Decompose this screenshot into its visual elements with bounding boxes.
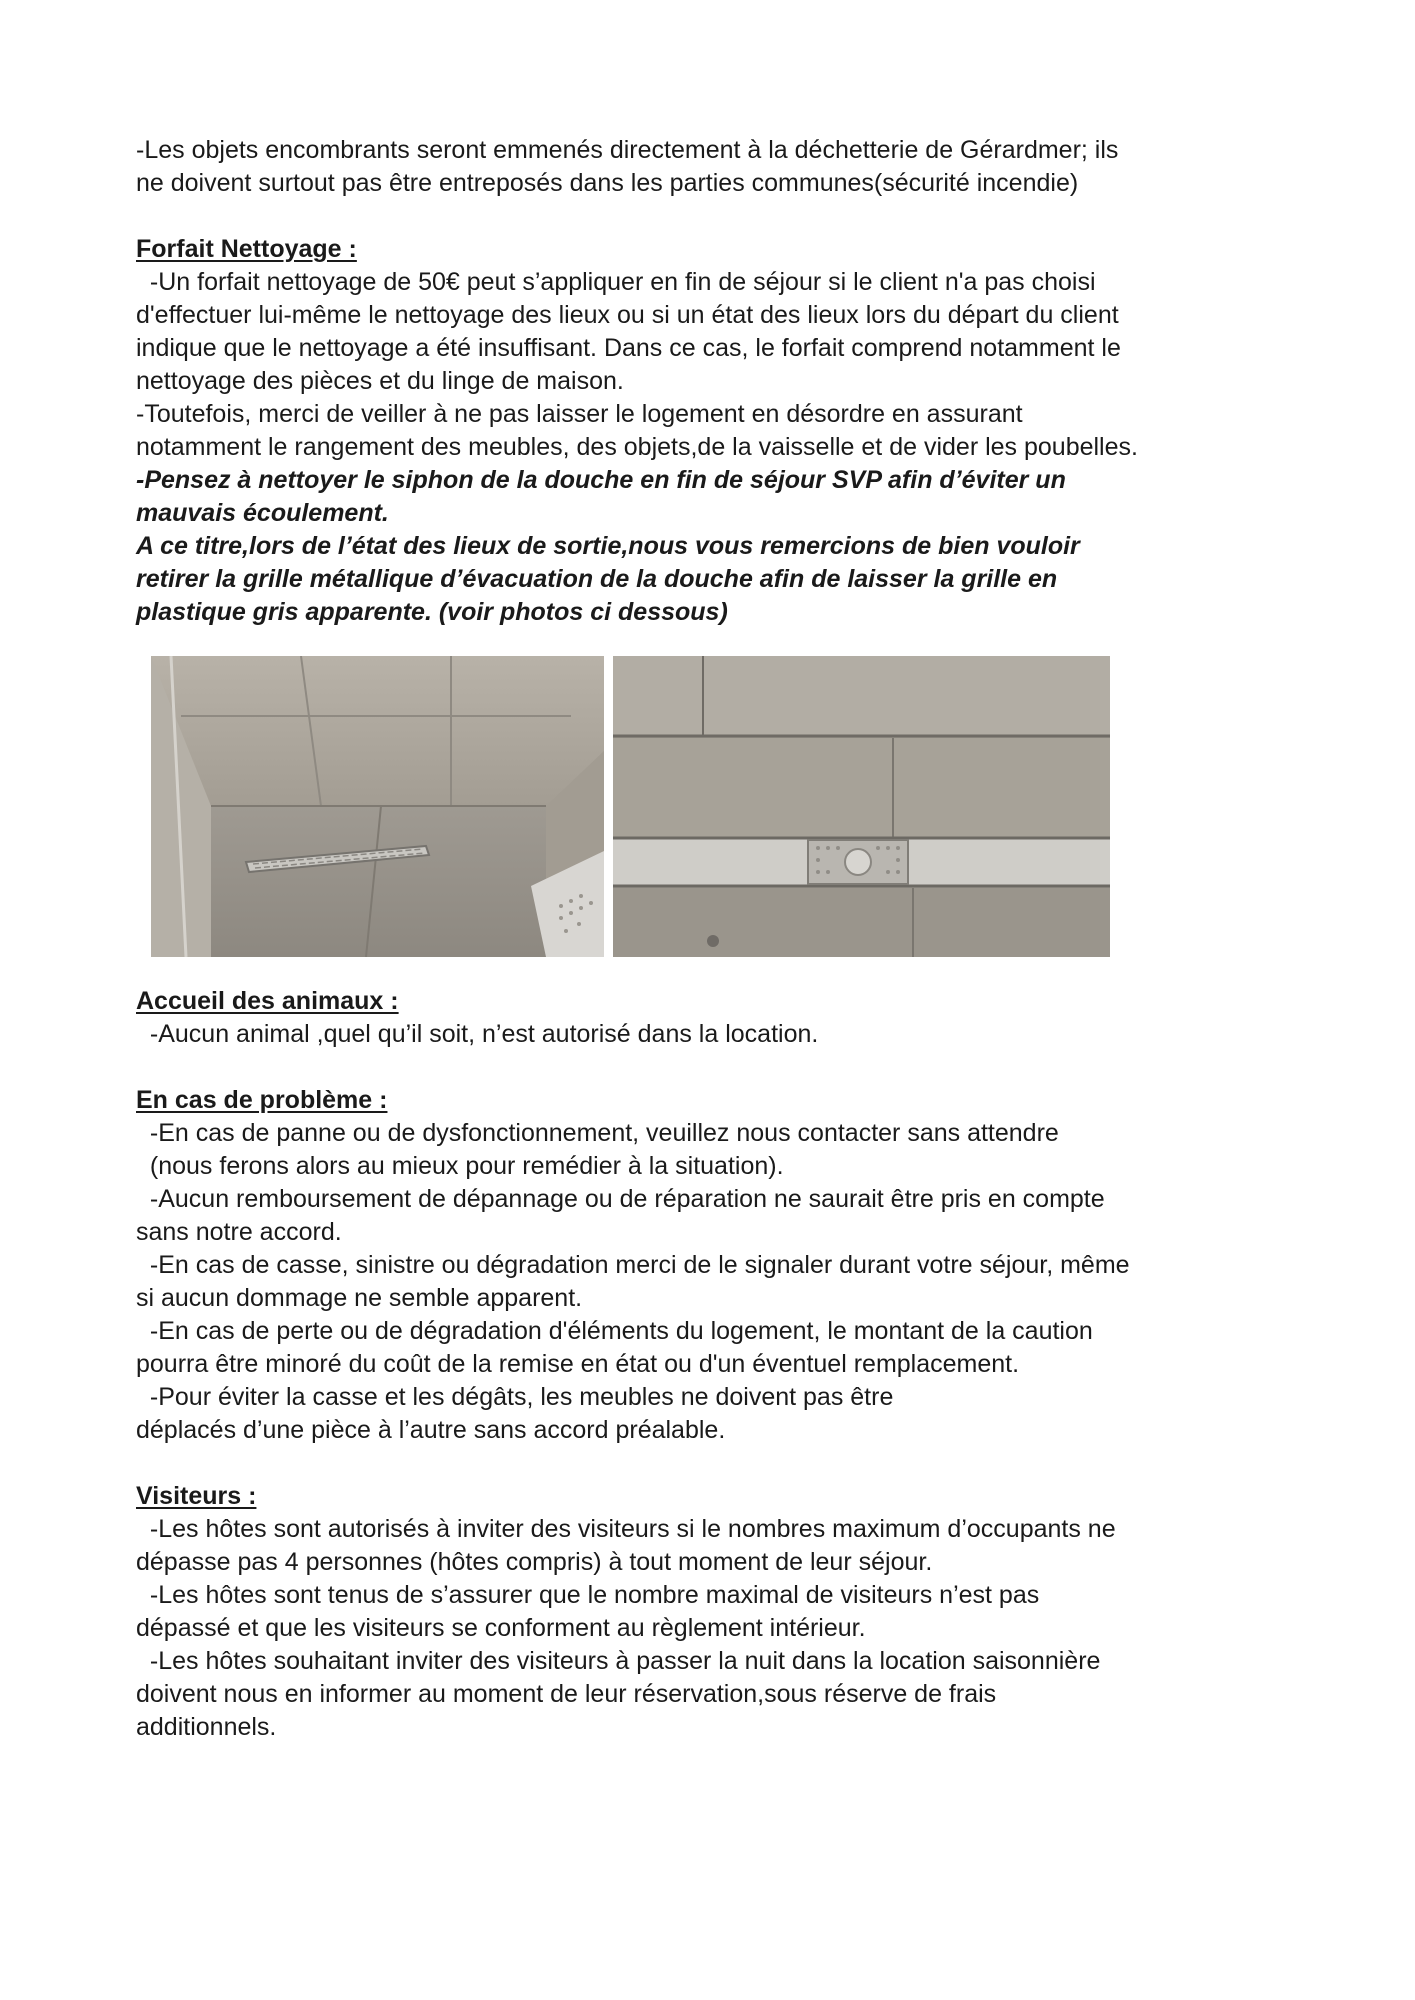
probleme-line: -Pour éviter la casse et les dégâts, les meubles ne doivent pas être [136, 1383, 894, 1411]
forfait-line: notamment le rangement des meubles, des objets,de la vaisselle et de vider les poubelles. [136, 433, 1138, 461]
visiteurs-line: -Les hôtes souhaitant inviter des visiteurs à passer la nuit dans la location saisonnière [136, 1647, 1101, 1675]
intro-line: ne doivent surtout pas être entreposés dans les parties communes(sécurité incendie) [136, 169, 1079, 197]
section-heading-forfait: Forfait Nettoyage : [136, 235, 357, 263]
visiteurs-line: -Les hôtes sont autorisés à inviter des visiteurs si le nombres maximum d’occupants ne [136, 1515, 1116, 1543]
probleme-line: sans notre accord. [136, 1218, 342, 1246]
forfait-emphasis-line: -Pensez à nettoyer le siphon de la douche en fin de séjour SVP afin d’éviter un [136, 466, 1066, 494]
forfait-emphasis-line: plastique gris apparente. (voir photos ci dessous) [136, 598, 728, 626]
forfait-emphasis-line: A ce titre,lors de l’état des lieux de sortie,nous vous remercions de bien vouloir [136, 532, 1080, 560]
visiteurs-line: additionnels. [136, 1713, 277, 1741]
visiteurs-line: dépasse pas 4 personnes (hôtes compris) à tout moment de leur séjour. [136, 1548, 933, 1576]
forfait-emphasis-line: mauvais écoulement. [136, 499, 389, 527]
probleme-line: -En cas de casse, sinistre ou dégradation merci de le signaler durant votre séjour, même [136, 1251, 1130, 1279]
probleme-line: si aucun dommage ne semble apparent. [136, 1284, 583, 1312]
visiteurs-line: dépassé et que les visiteurs se conforment au règlement intérieur. [136, 1614, 866, 1642]
probleme-line: -Aucun remboursement de dépannage ou de réparation ne saurait être pris en compte [136, 1185, 1105, 1213]
forfait-line: nettoyage des pièces et du linge de maison. [136, 367, 624, 395]
forfait-line: d'effectuer lui-même le nettoyage des lieux ou si un état des lieux lors du départ du client [136, 301, 1119, 329]
visiteurs-line: doivent nous en informer au moment de leur réservation,sous réserve de frais [136, 1680, 997, 1708]
forfait-line: indique que le nettoyage a été insuffisant. Dans ce cas, le forfait comprend notamment le [136, 334, 1121, 362]
section-heading-animaux: Accueil des animaux : [136, 987, 399, 1015]
probleme-line: pourra être minoré du coût de la remise en état ou d'un éventuel remplacement. [136, 1350, 1020, 1378]
animaux-line: -Aucun animal ,quel qu’il soit, n’est autorisé dans la location. [136, 1020, 819, 1048]
probleme-line: (nous ferons alors au mieux pour remédier à la situation). [136, 1152, 784, 1180]
visiteurs-line: -Les hôtes sont tenus de s’assurer que le nombre maximal de visiteurs n’est pas [136, 1581, 1040, 1609]
probleme-line: -En cas de panne ou de dysfonctionnement, veuillez nous contacter sans attendre [136, 1119, 1059, 1147]
intro-line: -Les objets encombrants seront emmenés directement à la déchetterie de Gérardmer; ils [136, 136, 1119, 164]
forfait-line: -Toutefois, merci de veiller à ne pas laisser le logement en désordre en assurant [136, 400, 1023, 428]
shower-drain-plastic-grate-photo [613, 656, 1110, 957]
section-heading-visiteurs: Visiteurs : [136, 1482, 257, 1510]
forfait-emphasis-line: retirer la grille métallique d’évacuation de la douche afin de laisser la grille en [136, 565, 1058, 593]
shower-drain-with-metal-grate-photo [151, 656, 604, 957]
forfait-line: -Un forfait nettoyage de 50€ peut s’appliquer en fin de séjour si le client n'a pas choisi [136, 268, 1096, 296]
section-heading-probleme: En cas de problème : [136, 1086, 388, 1114]
probleme-line: déplacés d’une pièce à l’autre sans accord préalable. [136, 1416, 726, 1444]
probleme-line: -En cas de perte ou de dégradation d'éléments du logement, le montant de la caution [136, 1317, 1093, 1345]
